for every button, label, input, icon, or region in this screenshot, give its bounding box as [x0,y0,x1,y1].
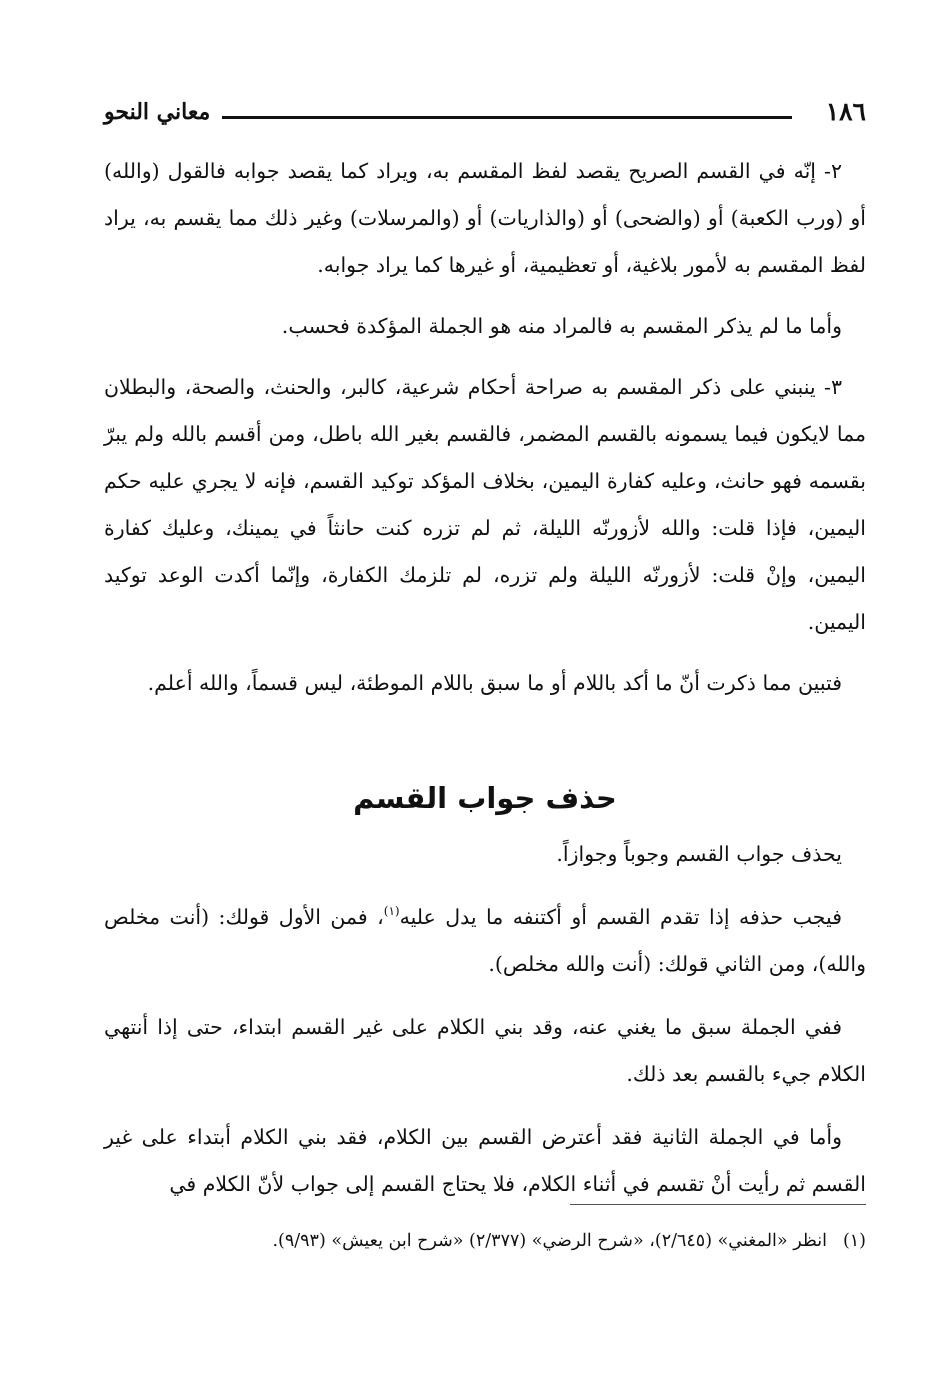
running-header [104,92,866,132]
paragraph-text-after-ref: ، فمن الأول قولك: (أنت مخلص والله)، ومن الثاني قولك: (أنت والله مخلص). [104,905,866,976]
paragraph-second-sentence: وأما في الجملة الثانية فقد أعترض القسم بين الكلام، فقد بني الكلام أبتداء على غير القسم ثم رأيت أنْ تقسم في أثناء الكلام، فلا يحتاج القسم إلى جواب لأنّ الكلام في [104,1125,866,1196]
book-title: معاني النحو [104,99,211,125]
paragraph-conclusion: فتبين مما ذكرت أنّ ما أكد باللام أو ما سبق باللام الموطئة، ليس قسماً، والله أعلم. [147,671,842,695]
page-number: ١٨٦ [825,97,866,126]
footnote-text: انظر «المغني» (٢/٦٤٥)، «شرح الرضي» (٢/٣٧٧) «شرح ابن يعيش» (٩/٩٣). [272,1231,827,1251]
section-heading: حذف جواب القسم [353,781,617,815]
paragraph-point-3: ٣- ينبني على ذكر المقسم به صراحة أحكام شرعية، كالبر، والحنث، والصحة، والبطلان مما لايكون فيما يسمونه بالقسم المضمر، فالقسم بغير الله باطل، ومن أقسم بالله ولم يبرّ بقسمه فهو حانث، وعليه كفارة اليمين، بخلاف المؤكد توكيد القسم، فإنه لا يجري عليه حكم اليمين، فإذا قلت: والله لأزورنّه الليلة، ثم لم تزره كنت حانثاً في يمينك، وعليك كفارة اليمين، وإنْ قلت: لأزورنّه الليلة ولم تزره، لم تلزمك الكفارة، وإنّما أكدت الوعد توكيد اليمين. [104,375,866,634]
paragraph-point-2: ٢- إنّه في القسم الصريح يقصد لفظ المقسم به، ويراد كما يقصد جوابه فالقول (والله) أو (ورب الكعبة) أو (والضحى) أو (والذاريات) أو (والمرسلات) وغير ذلك مما يقسم به، يراد لفظ المقسم به لأمور بلاغية، أو تعظيمية، أو غيرها كما يراد جوابه. [104,159,866,277]
footnote-mark: (١) [842,1231,866,1251]
footnote [104,1226,866,1256]
paragraph-unstated-oath: وأما ما لم يذكر المقسم به فالمراد منه هو الجملة المؤكدة فحسب. [281,314,842,338]
paragraph-section-intro: يحذف جواب القسم وجوباً وجوازاً. [556,842,842,866]
paragraph-text-before-ref: فيجب حذفه إذا تقدم القسم أو أكتنفه ما يدل عليه [399,905,843,929]
paragraph-obligatory-deletion [104,894,866,988]
paragraph-first-sentence: ففي الجملة سبق ما يغني عنه، وقد بني الكلام على غير القسم ابتداء، حتى إذا أنتهي الكلام جيء بالقسم بعد ذلك. [104,1015,866,1086]
footnote-reference: (١) [383,904,400,918]
footnote-separator [570,1204,866,1205]
header-rule [222,116,792,119]
main-text [104,148,866,1224]
